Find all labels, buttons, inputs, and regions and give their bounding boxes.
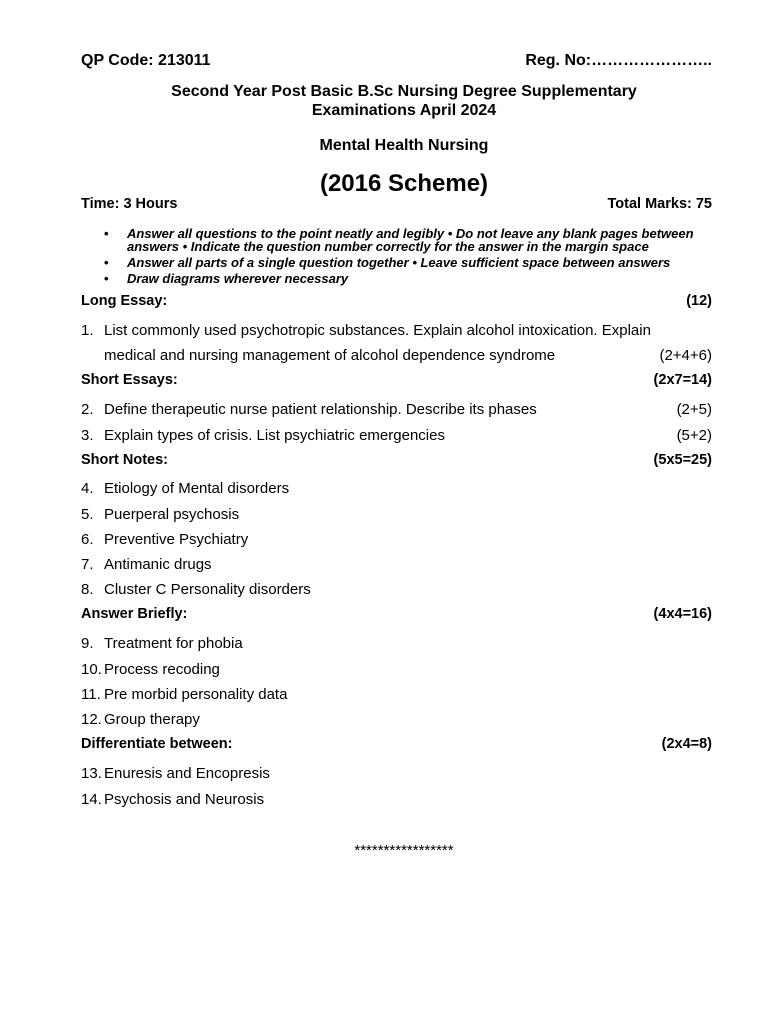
question-item: 2. Define therapeutic nurse patient relationship. Describe its phases (2+5) bbox=[81, 397, 712, 422]
question-item: 1. List commonly used psychotropic substances. Explain alcohol intoxication. Explain medical and nursing management of alcohol dependence syndrome (2+4+6) bbox=[81, 318, 712, 368]
question-marks: (2+4+6) bbox=[659, 347, 712, 364]
header-row bbox=[81, 52, 712, 70]
instructions-list bbox=[104, 227, 712, 288]
question-item: 10. Process recoding bbox=[81, 661, 220, 678]
reg-no: Reg. No:………………….. bbox=[525, 52, 712, 69]
instruction-item: • Answer all questions to the point neatly and legibly • Do not leave any blank pages between answers • Indicate the question number correctly for the answer in the margin space bbox=[104, 226, 694, 254]
question-item: 6. Preventive Psychiatry bbox=[81, 531, 249, 548]
section-short-essays: Short Essays: (2x7=14) bbox=[81, 372, 712, 388]
qp-code: QP Code: 213011 bbox=[81, 52, 211, 69]
section-short-notes: Short Notes: (5x5=25) bbox=[81, 452, 712, 468]
question-item: 13. Enuresis and Encopresis bbox=[81, 765, 270, 782]
question-item: 14. Psychosis and Neurosis bbox=[81, 791, 265, 808]
end-marker: ***************** bbox=[354, 842, 454, 859]
bullet-icon: • bbox=[104, 271, 109, 286]
question-marks: (5+2) bbox=[676, 427, 712, 444]
section-long-essay: Long Essay: (12) bbox=[81, 293, 712, 309]
instruction-item: • Answer all parts of a single question together • Leave sufficient space between answers bbox=[104, 255, 671, 270]
question-item: 9. Treatment for phobia bbox=[81, 635, 243, 652]
exam-title-line1: Second Year Post Basic B.Sc Nursing Degree Supplementary bbox=[171, 83, 637, 100]
exam-title bbox=[40, 82, 768, 120]
exam-title-line2: Examinations April 2024 bbox=[311, 102, 497, 119]
section-answer-briefly: Answer Briefly: (4x4=16) bbox=[81, 606, 712, 622]
scheme-title: (2016 Scheme) bbox=[319, 170, 489, 197]
question-item: 5. Puerperal psychosis bbox=[81, 506, 240, 523]
question-marks: (2+5) bbox=[676, 401, 712, 418]
subject-title: Mental Health Nursing bbox=[319, 137, 489, 154]
time-marks-row bbox=[81, 196, 712, 212]
question-item: 12. Group therapy bbox=[81, 711, 200, 728]
question-item: 3. Explain types of crisis. List psychiatric emergencies (5+2) bbox=[81, 423, 712, 448]
bullet-icon: • bbox=[104, 226, 109, 241]
total-marks-label: Total Marks: 75 bbox=[607, 196, 712, 212]
instruction-item: • Draw diagrams wherever necessary bbox=[104, 271, 349, 286]
question-item: 11. Pre morbid personality data bbox=[81, 686, 288, 703]
question-item: 7. Antimanic drugs bbox=[81, 556, 212, 573]
question-item: 4. Etiology of Mental disorders bbox=[81, 480, 290, 497]
question-item: 8. Cluster C Personality disorders bbox=[81, 581, 311, 598]
bullet-icon: • bbox=[104, 255, 109, 270]
time-label: Time: 3 Hours bbox=[81, 196, 178, 212]
section-differentiate: Differentiate between: (2x4=8) bbox=[81, 736, 712, 752]
